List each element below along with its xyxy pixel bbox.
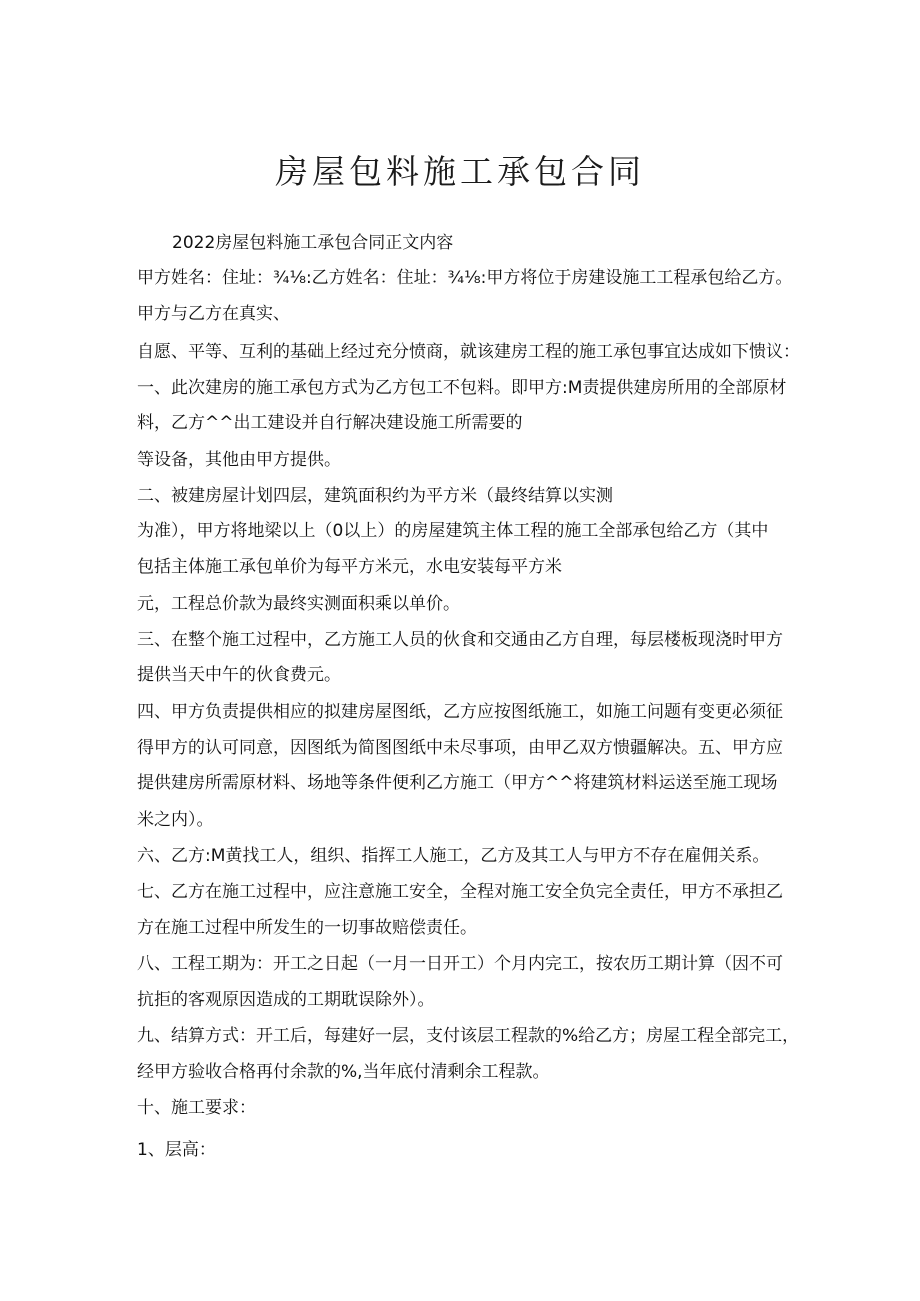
text-line: 元，工程总价款为最终实测面积乘以单价。 bbox=[137, 594, 460, 614]
text-line: 料，乙方^^出工建设并自行解决建设施工所需要的 bbox=[137, 413, 523, 433]
text-line: 三、在整个施工过程中，乙方施工人员的伙食和交通由乙方自理，每层楼板现浇时甲方 bbox=[137, 630, 783, 650]
text-line: 二、被建房屋计划四层，建筑面积约为平方米（最终结算以实测 bbox=[137, 486, 613, 506]
text-line: 得甲方的认可同意，因图纸为简图图纸中未尽事项，由甲乙双方愦疆解决。五、甲方应 bbox=[137, 738, 783, 758]
text-line: 抗拒的客观原因造成的工期耽误除外）。 bbox=[137, 990, 435, 1010]
page-title: 房屋包料施工承包合同 bbox=[275, 152, 645, 191]
text-line: 米之内）。 bbox=[137, 810, 214, 830]
text-line: 提供建房所需原材料、场地等条件便利乙方施工（甲方^^将建筑材料运送至施工现场 bbox=[137, 773, 778, 793]
text-line: 四、甲方负责提供相应的拟建房屋图纸，乙方应按图纸施工，如施工问题有变更必须征 bbox=[137, 702, 783, 722]
text-line: 自愿、平等、互利的基础上经过充分愤商，就该建房工程的施工承包事宜达成如下愦议： bbox=[137, 342, 800, 362]
document-subtitle: 2022房屋包料施工承包合同正文内容 bbox=[172, 233, 454, 253]
text-line: 1、层高： bbox=[137, 1140, 216, 1160]
text-line: 包括主体施工承包单价为每平方米元，水电安装每平方米 bbox=[137, 557, 562, 577]
text-line: 甲方与乙方在真实、 bbox=[137, 304, 290, 324]
text-line: 提供当天中午的伙食费元。 bbox=[137, 665, 341, 685]
text-line: 甲方姓名：住址：¾⅛:乙方姓名：住址：¾⅛:甲方将位于房建设施工工程承包给乙方。 bbox=[137, 268, 793, 288]
text-line: 经甲方验收合格再付余款的%,当年底付清剩余工程款。 bbox=[137, 1062, 550, 1082]
text-line: 六、乙方:M黄找工人，组织、指挥工人施工，乙方及其工人与甲方不存在雇佣关系。 bbox=[137, 846, 770, 866]
text-line: 九、结算方式：开工后，每建好一层，支付该层工程款的%给乙方；房屋工程全部完工， bbox=[137, 1026, 800, 1046]
text-line: 一、此次建房的施工承包方式为乙方包工不包料。即甲方:M责提供建房所用的全部原材 bbox=[137, 378, 787, 398]
text-line: 为准），甲方将地梁以上（0以上）的房屋建筑主体工程的施工全部承包给乙方（其中 bbox=[137, 521, 769, 541]
text-line: 八、工程工期为：开工之日起（一月一日开工）个月内完工，按农历工期计算（因不可 bbox=[137, 954, 783, 974]
text-line: 方在施工过程中所发生的一切事故赔偿责任。 bbox=[137, 918, 477, 938]
text-line: 十、施工要求： bbox=[137, 1098, 256, 1118]
text-line: 等设备，其他由甲方提供。 bbox=[137, 450, 341, 470]
text-line: 七、乙方在施工过程中，应注意施工安全，全程对施工安全负完全责任，甲方不承担乙 bbox=[137, 882, 783, 902]
